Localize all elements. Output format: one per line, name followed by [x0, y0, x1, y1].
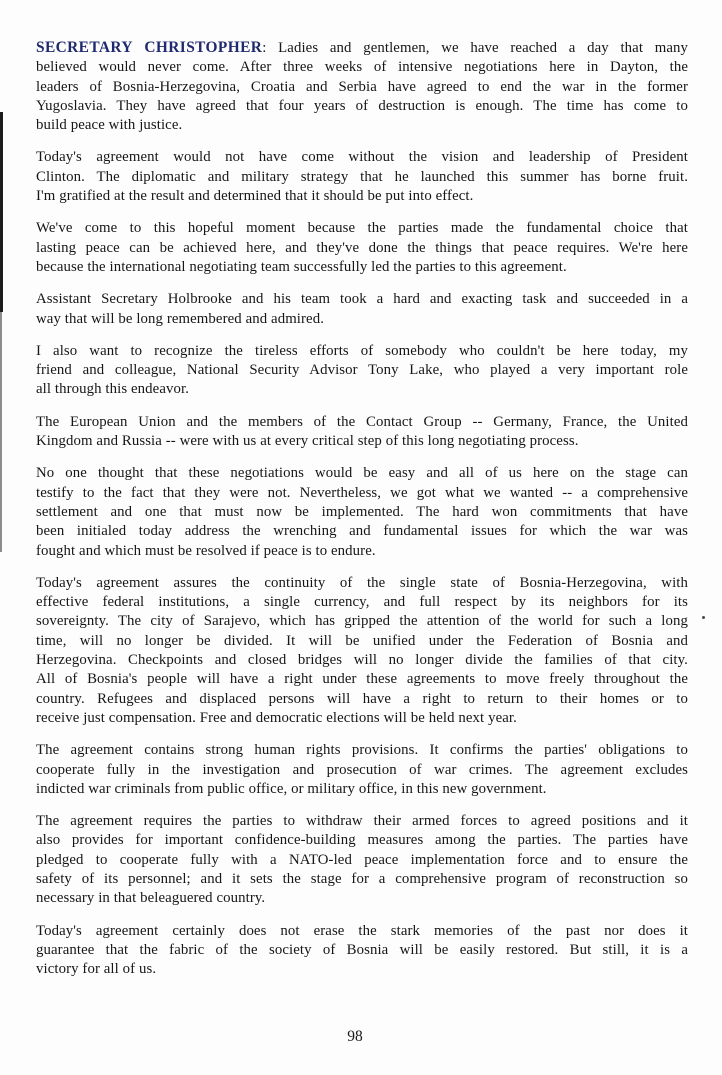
text-line: because the international negotiating team successfully led the parties to this agreement. [36, 258, 567, 275]
text-line: Yugoslavia. They have agreed that four years of destruction is enough. The time has come to [36, 97, 688, 114]
paragraph [36, 148, 688, 206]
paragraph [36, 812, 688, 908]
scan-artifact-left-edge-faint [0, 312, 2, 552]
text-line: fought and which must be resolved if peace is to endure. [36, 542, 376, 559]
text-line: All of Bosnia's people will have a right under these agreements to move freely throughout the [36, 671, 688, 688]
text-line: No one thought that these negotiations would be easy and all of us here on the stage can [36, 465, 688, 482]
paragraph [36, 413, 688, 452]
paragraph [36, 290, 688, 329]
text-line: sovereignty. The city of Sarajevo, which has gripped the attention of the world for such a long [36, 613, 688, 630]
text-line: The agreement requires the parties to withdraw their armed forces to agreed positions and it [36, 813, 688, 830]
text-line: Today's agreement would not have come without the vision and leadership of President [36, 149, 688, 166]
text-line: been initialed today address the wrenching and fundamental issues for which the war was [36, 523, 688, 540]
text-line: time, will no longer be divided. It will be unified under the Federation of Bosnia and [36, 632, 688, 649]
text-line: Assistant Secretary Holbrooke and his team took a hard and exacting task and succeeded in a [36, 291, 688, 308]
text-line: Kingdom and Russia -- were with us at every critical step of this long negotiating process. [36, 433, 579, 450]
text-line: I also want to recognize the tireless efforts of somebody who couldn't be here today, my [36, 342, 688, 359]
paragraph [36, 574, 688, 728]
paragraph [36, 38, 688, 135]
text-line: guarantee that the fabric of the society of Bosnia will be easily restored. But still, it is a [36, 941, 688, 958]
text-line: also provides for important confidence-building measures among the parties. The parties have [36, 832, 688, 849]
text-line: Today's agreement assures the continuity of the single state of Bosnia-Herzegovina, with [36, 574, 688, 591]
text-line [36, 38, 688, 58]
text-line: Today's agreement certainly does not erase the stark memories of the past nor does it [36, 922, 688, 939]
text-line: lasting peace can be achieved here, and they've done the things that peace requires. We're here [36, 239, 688, 256]
speaker-line-rest: : Ladies and gentlemen, we have reached a day that many [262, 40, 688, 56]
text-line: settlement and one that must now be implemented. The hard won commitments that have [36, 503, 688, 520]
paragraph [36, 741, 688, 799]
text-line: victory for all of us. [36, 961, 157, 978]
text-line: I'm gratified at the result and determined that it should be put into effect. [36, 188, 474, 205]
text-line: cooperate fully in the investigation and prosecution of war crimes. The agreement excludes [36, 761, 688, 778]
text-line: pledged to cooperate fully with a NATO-led peace implementation force and to ensure the [36, 851, 688, 868]
text-line: way that will be long remembered and admired. [36, 310, 325, 327]
text-line: receive just compensation. Free and democratic elections will be held next year. [36, 709, 517, 726]
text-line: build peace with justice. [36, 117, 183, 134]
scan-artifact-left-edge [0, 112, 3, 312]
text-line: all through this endeavor. [36, 381, 190, 398]
text-line: necessary in that beleaguered country. [36, 890, 266, 907]
text-line: We've come to this hopeful moment because the parties made the fundamental choice that [36, 220, 688, 237]
text-line: friend and colleague, National Security Advisor Tony Lake, who played a very important role [36, 362, 688, 379]
page-number: 98 [347, 1028, 363, 1045]
speaker-label: SECRETARY CHRISTOPHER [36, 39, 263, 56]
text-line: leaders of Bosnia-Herzegovina, Croatia and Serbia have agreed to end the war in the former [36, 78, 688, 95]
document-body [36, 38, 688, 992]
text-line: country. Refugees and displaced persons will have a right to return to their homes or to [36, 690, 688, 707]
paragraph [36, 464, 688, 560]
text-line: Herzegovina. Checkpoints and closed bridges will no longer divide the families of that city. [36, 652, 688, 669]
text-line: testify to the fact that they were not. Nevertheless, we got what we wanted -- a comprehensive [36, 484, 688, 501]
text-line: safety of its personnel; and it sets the stage for a comprehensive program of reconstruction so [36, 870, 688, 887]
paragraph [36, 219, 688, 277]
paragraph [36, 342, 688, 400]
text-line: indicted war criminals from public office, or military office, in this new government. [36, 780, 547, 797]
text-line: effective federal institutions, a single currency, and full respect by its neighbors for its [36, 594, 688, 611]
paragraph [36, 922, 688, 980]
scan-artifact-dot [702, 616, 705, 619]
text-line: The agreement contains strong human rights provisions. It confirms the parties' obligations to [36, 742, 688, 759]
text-line: The European Union and the members of the Contact Group -- Germany, France, the United [36, 413, 688, 430]
text-line: believed would never come. After three weeks of intensive negotiations here in Dayton, the [36, 59, 688, 76]
text-line: Clinton. The diplomatic and military strategy that he launched this summer has borne fruit. [36, 168, 688, 185]
